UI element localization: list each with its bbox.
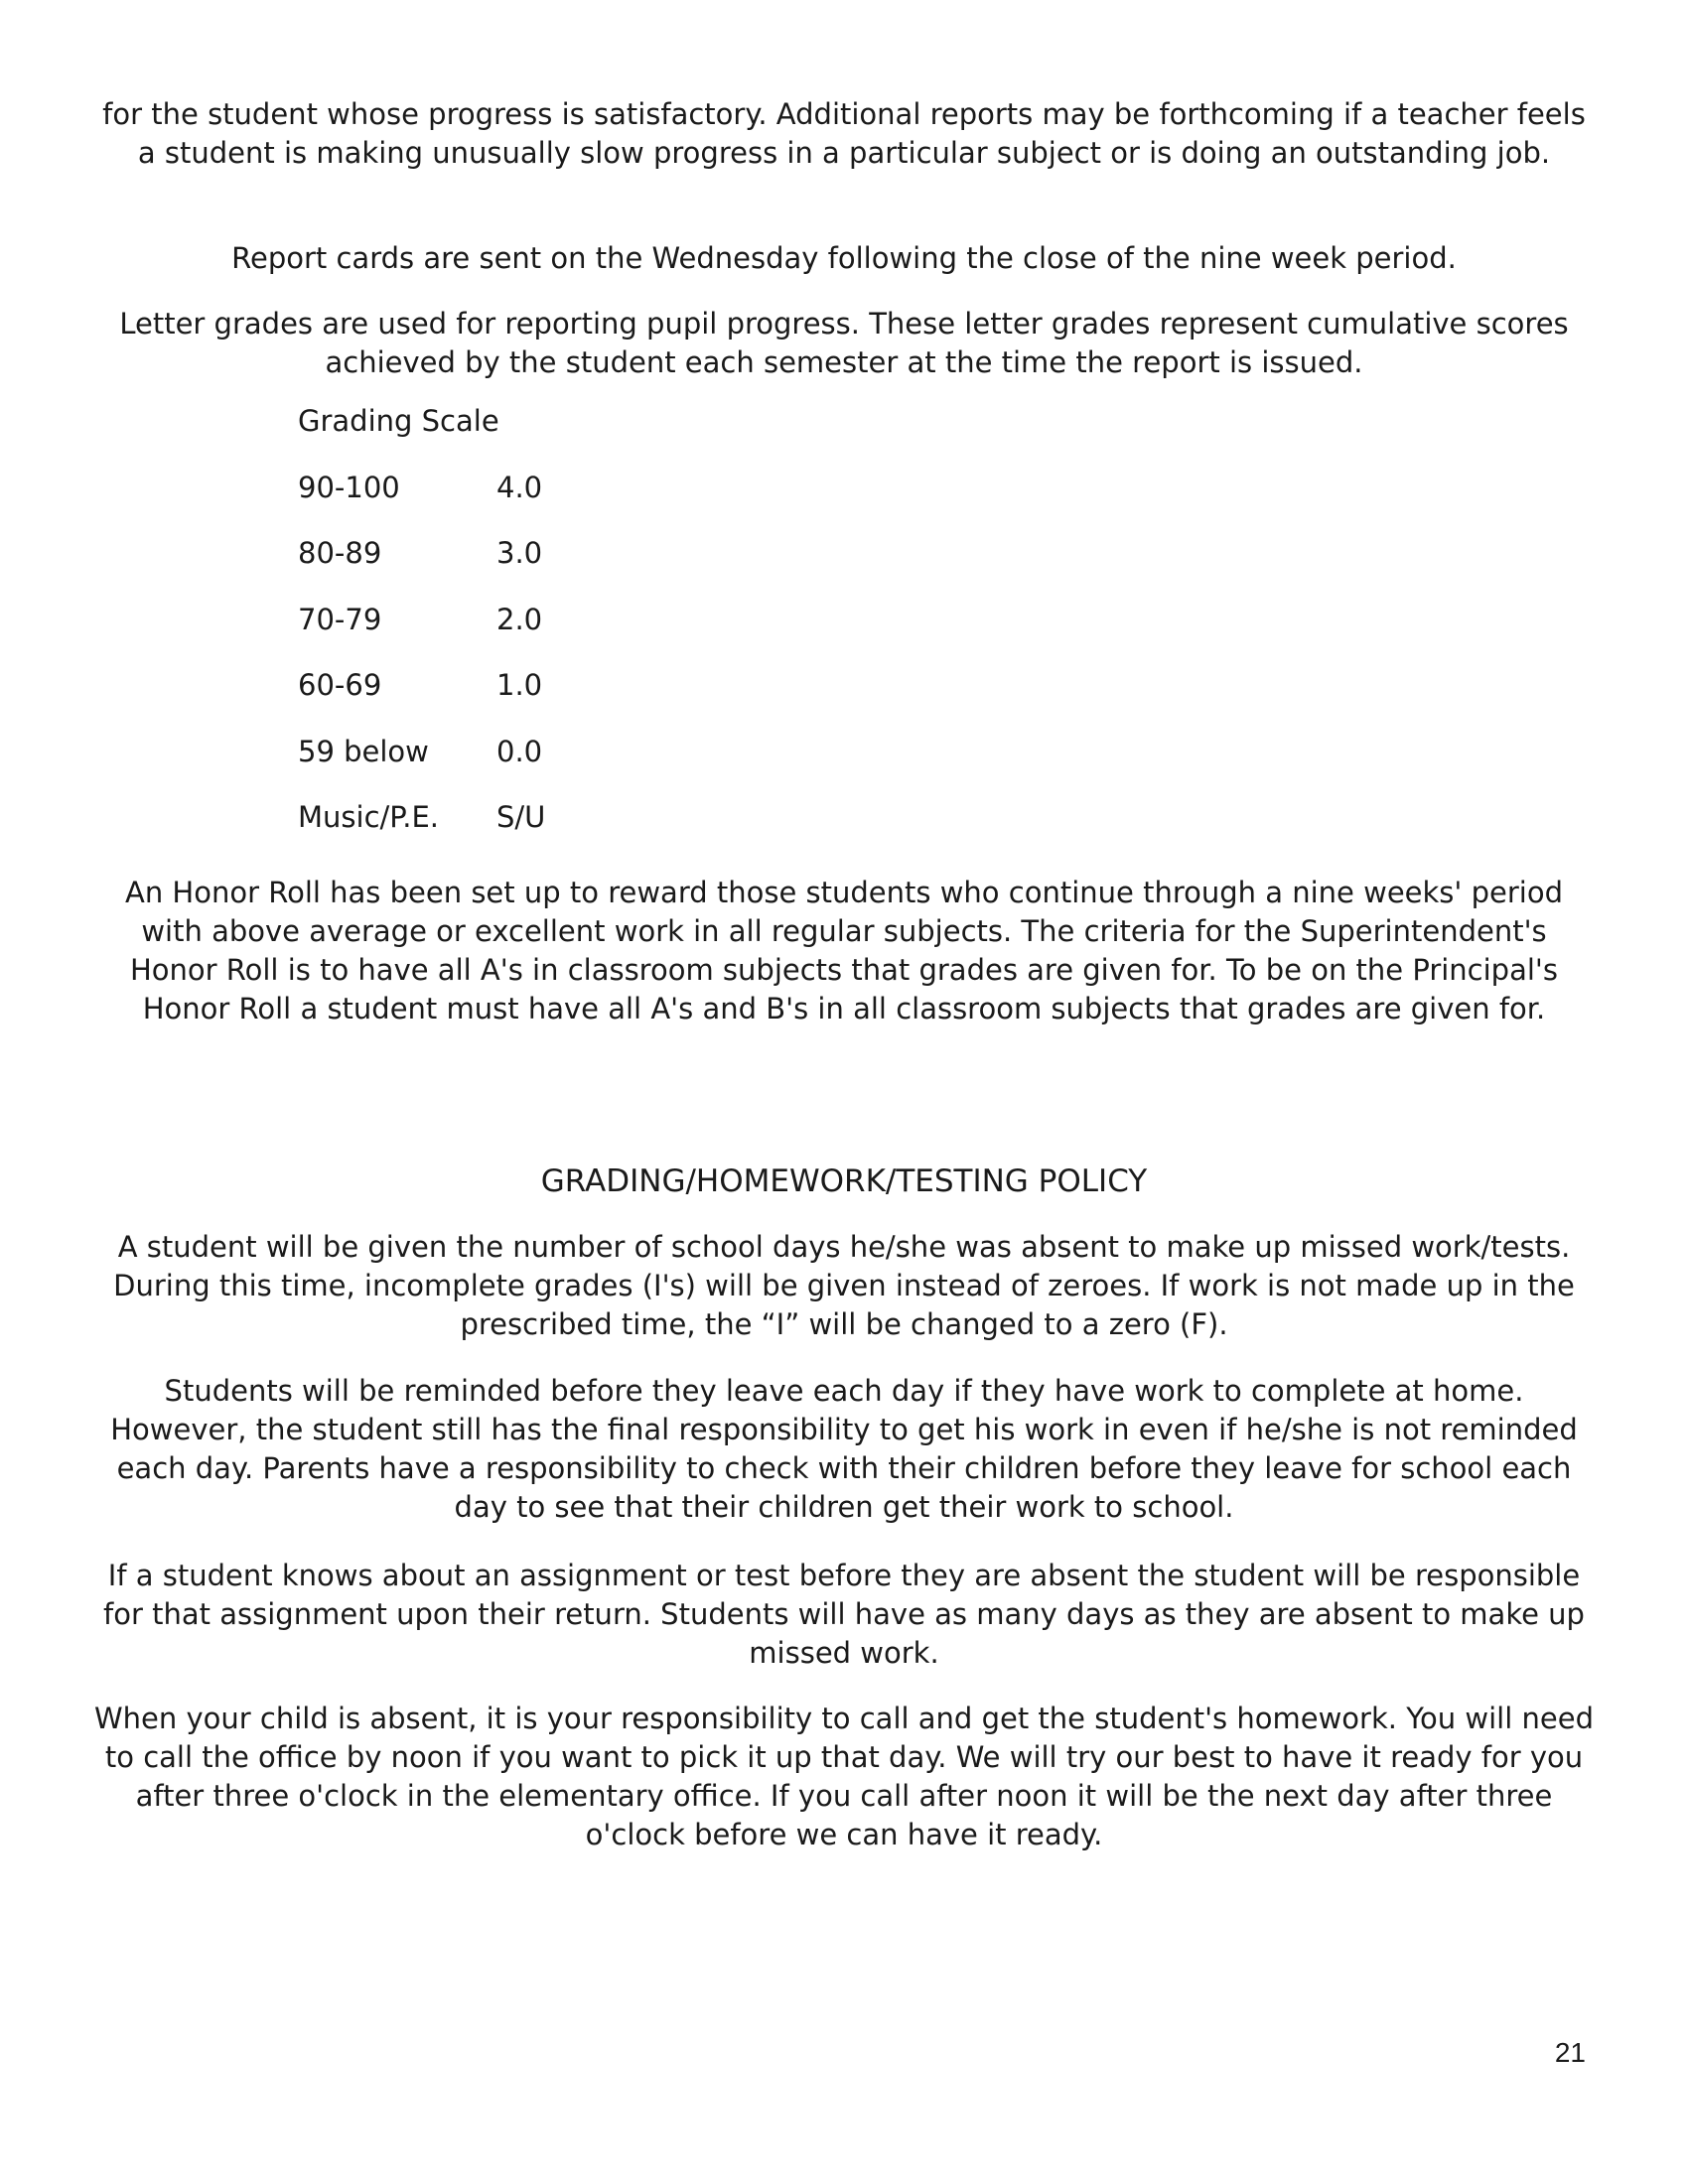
grade-row bbox=[298, 733, 645, 799]
policy-paragraph: A student will be given the number of school days he/she was absent to make up missed work/tests. During this time, incomplete grades (I's) will be given instead of zeroes. If work is not made up in the prescribed time, the “I” will be changed to a zero (F). bbox=[113, 1230, 1575, 1341]
grade-row bbox=[298, 534, 645, 601]
grade-row bbox=[298, 469, 645, 535]
honor-roll-paragraph: An Honor Roll has been set up to reward those students who continue through a nine weeks' period with above average or excellent work in all regular subjects. The criteria for the Superintendent's Honor Roll is to have all A's in classroom subjects that grades are given for. To be on the Principal's Honor Roll a student must have all A's and B's in all classroom subjects that grades are given for. bbox=[124, 876, 1563, 1025]
grade-value: S/U bbox=[496, 800, 546, 834]
grading-scale bbox=[298, 402, 645, 865]
grade-range: 70-79 bbox=[298, 602, 382, 636]
policy-paragraph: If a student knows about an assignment or test before they are absent the student will be responsible for that assignment upon their return. Students will have as many days as they are absent to make up missed work. bbox=[103, 1559, 1585, 1670]
policy-heading: GRADING/HOMEWORK/TESTING POLICY bbox=[540, 1163, 1148, 1199]
policy-paragraph: When your child is absent, it is your responsibility to call and get the student's homework. You will need to call the office by noon if you want to pick it up that day. We will try our best to have it ready for you after three o'clock in the elementary office. If you call after noon it will be the next day after three o'clock before we can have it ready. bbox=[94, 1702, 1594, 1851]
grade-row bbox=[298, 798, 645, 865]
grade-value: 2.0 bbox=[496, 602, 543, 636]
grade-range: 60-69 bbox=[298, 668, 382, 702]
grade-value: 3.0 bbox=[496, 536, 543, 570]
grade-range: 80-89 bbox=[298, 536, 382, 570]
grade-row bbox=[298, 601, 645, 667]
grading-scale-title: Grading Scale bbox=[298, 404, 499, 438]
grade-row bbox=[298, 666, 645, 733]
grade-range: Music/P.E. bbox=[298, 800, 440, 834]
grade-value: 0.0 bbox=[496, 734, 543, 768]
letter-grades-paragraph: Letter grades are used for reporting pupil progress. These letter grades represent cumulative scores achieved by the student each semester at the time the report is issued. bbox=[119, 307, 1569, 379]
report-cards-paragraph: Report cards are sent on the Wednesday following the close of the nine week period. bbox=[231, 241, 1457, 275]
grade-value: 1.0 bbox=[496, 668, 543, 702]
intro-paragraph: for the student whose progress is satisfactory. Additional reports may be forthcoming if a teacher feels a student is making unusually slow progress in a particular subject or is doing an outstanding job. bbox=[102, 97, 1586, 170]
grade-range: 90-100 bbox=[298, 470, 400, 504]
policy-paragraph: Students will be reminded before they leave each day if they have work to complete at home. However, the student still has the final responsibility to get his work in even if he/she is not reminded each day. Parents have a responsibility to check with their children before they leave for school each day to see that their children get their work to school. bbox=[110, 1374, 1578, 1524]
grade-value: 4.0 bbox=[496, 470, 543, 504]
grade-range: 59 below bbox=[298, 734, 429, 768]
page-number: 21 bbox=[1554, 2037, 1586, 2068]
